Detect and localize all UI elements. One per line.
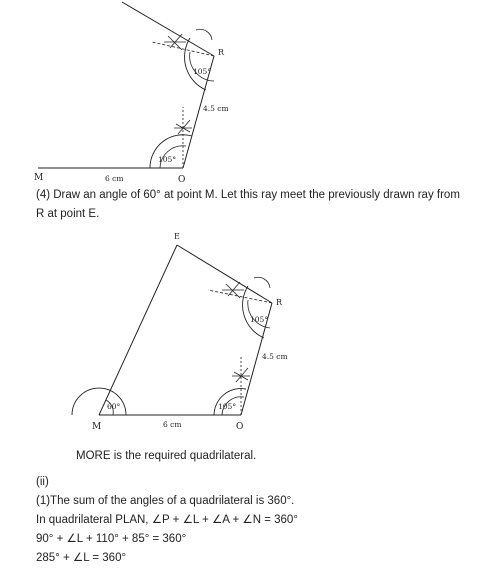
part-ii-line-3: 90° + ∠L + 110° + 85° = 360° <box>36 533 187 545</box>
step-4-line-2: R at point E. <box>36 208 100 220</box>
arc-mark-R <box>164 34 186 50</box>
label-M: M <box>34 173 44 183</box>
arc-R-small <box>196 29 212 40</box>
arc-R-outer <box>243 286 264 338</box>
arc-R-outer <box>185 38 206 90</box>
label-R: R <box>276 298 283 307</box>
angle-O-label: 105° <box>218 402 237 411</box>
angle-O-label: 105° <box>158 155 177 164</box>
segment-EM <box>99 245 177 415</box>
construction-figure-2 <box>0 228 504 443</box>
part-ii-line-1: (1)The sum of the angles of a quadrilateral is 360°. <box>36 495 295 507</box>
construction-line-R <box>152 42 214 56</box>
label-O: O <box>178 175 186 185</box>
label-E: E <box>174 232 180 241</box>
length-OR: 4.5 cm <box>262 352 288 361</box>
construction-figure-1 <box>0 0 504 190</box>
construction-line-R <box>208 290 272 303</box>
angle-M-label: 60° <box>107 402 121 411</box>
length-OR: 4.5 cm <box>203 104 229 113</box>
label-R: R <box>218 48 225 57</box>
angle-R-label: 105° <box>193 67 212 76</box>
step-4-line-1: (4) Draw an angle of 60° at point M. Let this ray meet the previously drawn ray from <box>36 189 460 201</box>
part-ii-line-2: In quadrilateral PLAN, ∠P + ∠L + ∠A + ∠N = 360° <box>36 514 298 526</box>
segment-RE <box>177 245 272 303</box>
part-ii-heading: (ii) <box>36 476 49 488</box>
arc-R-small <box>254 277 270 288</box>
conclusion-text: MORE is the required quadrilateral. <box>76 450 257 462</box>
label-M: M <box>92 422 102 432</box>
label-O: O <box>236 422 244 432</box>
length-MO: 6 cm <box>105 174 124 183</box>
part-ii-line-4: 285° + ∠L = 360° <box>36 552 127 564</box>
length-MO: 6 cm <box>163 420 182 429</box>
angle-R-label: 105° <box>250 315 269 324</box>
